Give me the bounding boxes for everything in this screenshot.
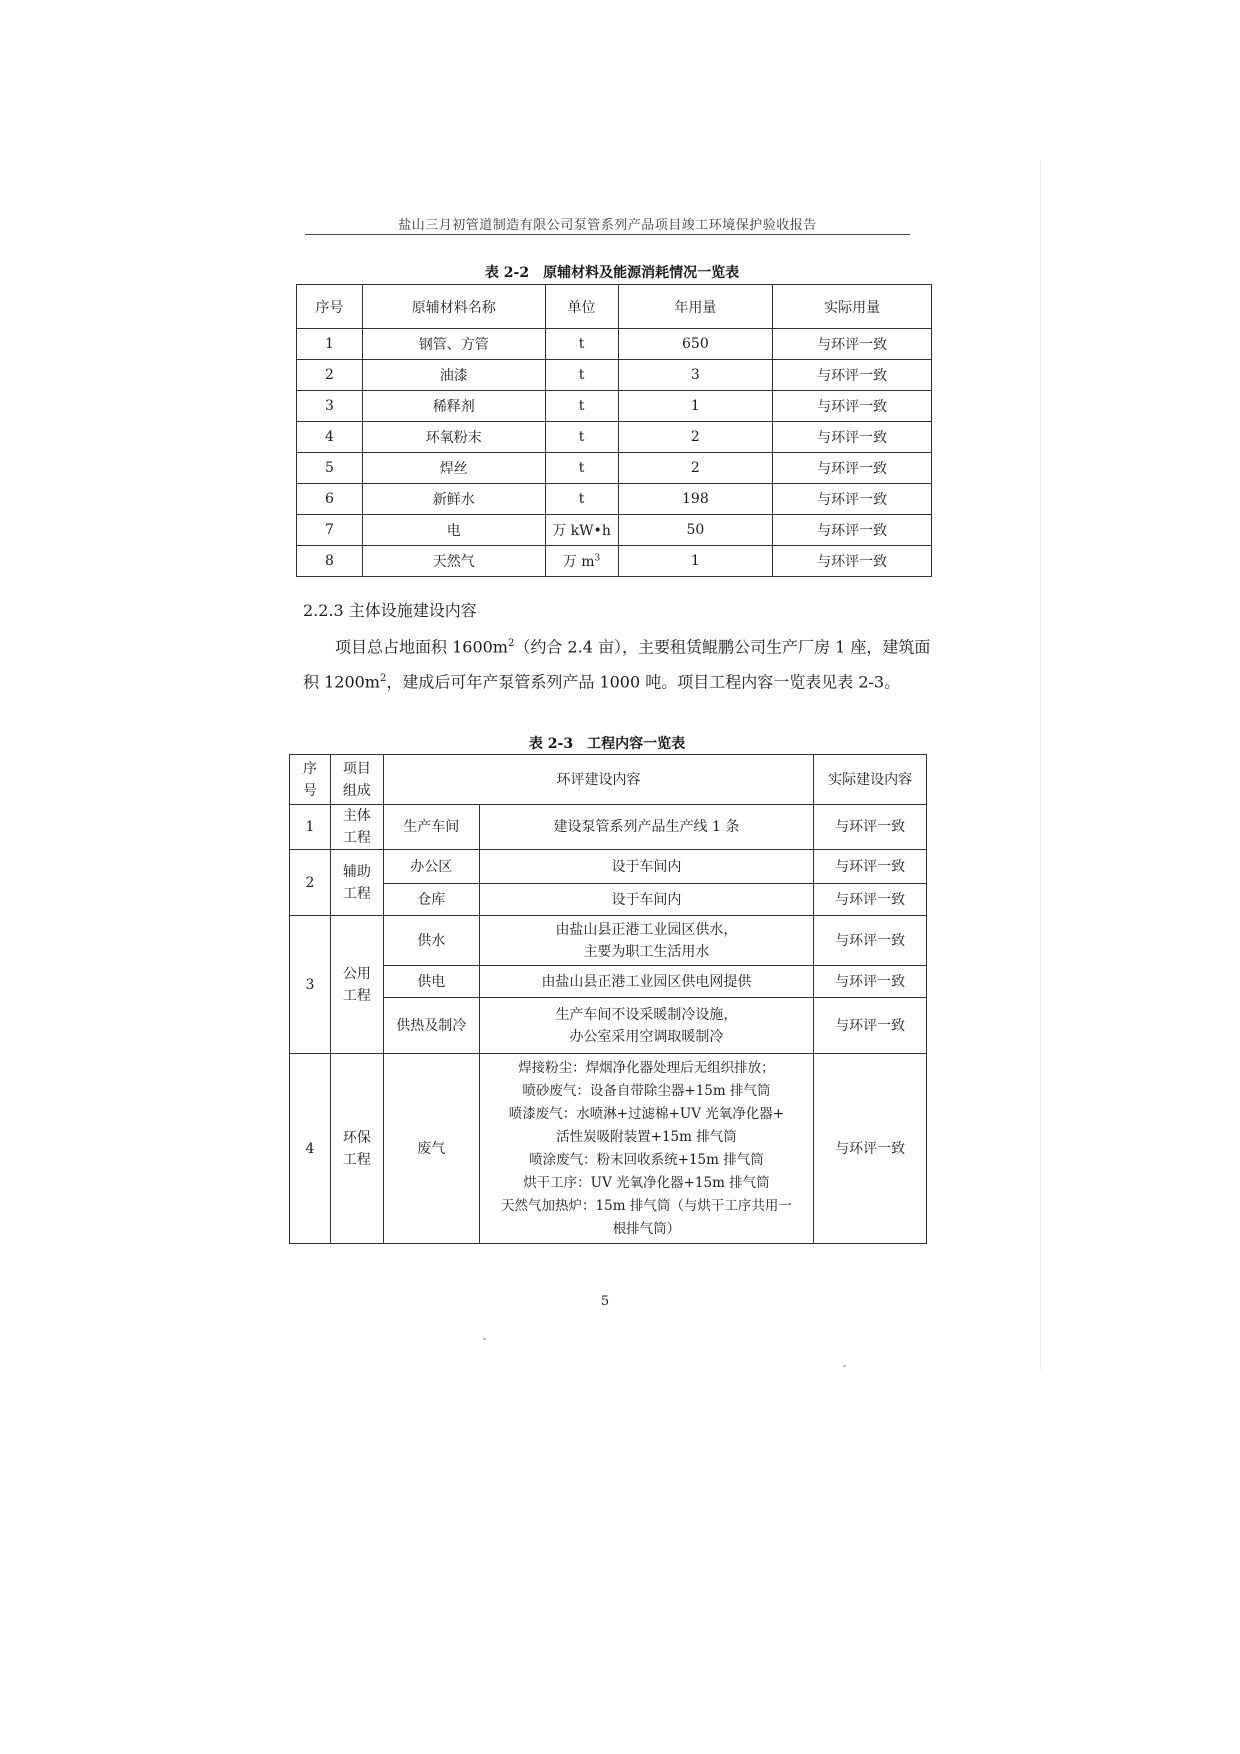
unit-superscript: 3 bbox=[594, 553, 601, 564]
cell-description bbox=[479, 916, 813, 966]
cell-text: 辅助 bbox=[342, 863, 371, 880]
table-row bbox=[290, 916, 927, 966]
cell-annual: 50 bbox=[618, 515, 773, 546]
table-row bbox=[297, 453, 932, 484]
cell-item: 供电 bbox=[383, 966, 479, 998]
cell-no: 6 bbox=[297, 484, 363, 515]
cell-material: 电 bbox=[362, 515, 545, 546]
cell-unit: 万 kW•h bbox=[545, 515, 618, 546]
header-text: 序 bbox=[302, 760, 317, 777]
table-row bbox=[290, 1054, 927, 1244]
superscript: 2 bbox=[379, 673, 387, 685]
para-text: ，建成后可年产泵管系列产品 1000 吨。项目工程内容一览表见表 2-3。 bbox=[386, 672, 901, 692]
cell-actual: 与环评一致 bbox=[814, 916, 927, 966]
cell-text: 办公室采用空调取暖制冷 bbox=[569, 1028, 724, 1045]
cell-text: 主要为职工生活用水 bbox=[583, 943, 710, 960]
cell-unit: t bbox=[545, 484, 618, 515]
para-text: （约合 2.4 亩），主要租赁鲲鹏公司生产厂房 1 座，建筑面积 1200m bbox=[303, 637, 931, 692]
scan-speck bbox=[843, 1365, 846, 1367]
table-row bbox=[297, 391, 932, 422]
cell-actual: 与环评一致 bbox=[814, 998, 927, 1054]
cell-material: 油漆 bbox=[362, 360, 545, 391]
table-row bbox=[290, 805, 927, 850]
cell-description: 设于车间内 bbox=[479, 884, 813, 916]
cell-actual: 与环评一致 bbox=[814, 850, 927, 884]
cell-no: 2 bbox=[290, 850, 331, 916]
cell-unit: t bbox=[545, 391, 618, 422]
cell-annual: 2 bbox=[618, 422, 773, 453]
table-row bbox=[290, 998, 927, 1054]
cell-actual: 与环评一致 bbox=[773, 422, 932, 453]
cell-text: 活性炭吸附装置+15m 排气筒 bbox=[556, 1128, 737, 1145]
cell-no: 5 bbox=[297, 453, 363, 484]
col-header-content: 环评建设内容 bbox=[383, 755, 813, 805]
cell-unit: t bbox=[545, 329, 618, 360]
header-text: 号 bbox=[302, 782, 317, 799]
cell-component bbox=[330, 805, 383, 850]
page-number: 5 bbox=[600, 1294, 610, 1309]
cell-actual: 与环评一致 bbox=[814, 805, 927, 850]
scan-edge bbox=[1040, 160, 1041, 1370]
cell-annual: 3 bbox=[618, 360, 773, 391]
cell-no: 2 bbox=[297, 360, 363, 391]
cell-actual: 与环评一致 bbox=[814, 1054, 927, 1244]
cell-item: 生产车间 bbox=[383, 805, 479, 850]
table-row bbox=[290, 884, 927, 916]
header-text: 组成 bbox=[342, 782, 371, 799]
table-row bbox=[290, 966, 927, 998]
table-row bbox=[297, 422, 932, 453]
table-row bbox=[297, 329, 932, 360]
header-text: 项目 bbox=[342, 760, 371, 777]
cell-text: 喷涂废气：粉末回收系统+15m 排气筒 bbox=[529, 1151, 764, 1168]
cell-annual: 198 bbox=[618, 484, 773, 515]
cell-actual: 与环评一致 bbox=[773, 515, 932, 546]
cell-annual: 650 bbox=[618, 329, 773, 360]
cell-material: 焊丝 bbox=[362, 453, 545, 484]
cell-component bbox=[330, 916, 383, 1054]
cell-text: 由盐山县正港工业园区供水， bbox=[555, 921, 738, 938]
table-header-row bbox=[297, 285, 932, 329]
cell-unit: t bbox=[545, 360, 618, 391]
cell-description bbox=[479, 1054, 813, 1244]
col-header-annual: 年用量 bbox=[618, 285, 773, 329]
cell-actual: 与环评一致 bbox=[773, 329, 932, 360]
cell-no: 4 bbox=[297, 422, 363, 453]
cell-text: 公用 bbox=[342, 965, 371, 982]
cell-item: 废气 bbox=[383, 1054, 479, 1244]
cell-text: 焊接粉尘：焊烟净化器处理后无组织排放； bbox=[518, 1059, 775, 1076]
cell-text: 工程 bbox=[342, 830, 371, 846]
header-rule bbox=[305, 234, 910, 235]
cell-no: 1 bbox=[297, 329, 363, 360]
cell-no: 7 bbox=[297, 515, 363, 546]
cell-material: 钢管、方管 bbox=[362, 329, 545, 360]
cell-material: 环氧粉末 bbox=[362, 422, 545, 453]
table-row bbox=[297, 360, 932, 391]
cell-component bbox=[330, 850, 383, 916]
cell-text: 环保 bbox=[342, 1129, 371, 1146]
cell-text: 生产车间不设采暖制冷设施， bbox=[555, 1006, 738, 1023]
cell-material: 天然气 bbox=[362, 546, 545, 577]
cell-description: 建设泵管系列产品生产线 1 条 bbox=[479, 805, 813, 850]
col-header-material: 原辅材料名称 bbox=[362, 285, 545, 329]
cell-text: 主体 bbox=[342, 808, 371, 824]
table-2-3-caption: 表 2-3 工程内容一览表 bbox=[528, 736, 686, 752]
cell-text: 天然气加热炉：15m 排气筒（与烘干工序共用一 bbox=[501, 1197, 792, 1214]
cell-no: 1 bbox=[290, 805, 331, 850]
cell-actual: 与环评一致 bbox=[773, 391, 932, 422]
cell-actual: 与环评一致 bbox=[814, 884, 927, 916]
col-header-actual: 实际用量 bbox=[773, 285, 932, 329]
page-header: 盐山三月初管道制造有限公司泵管系列产品项目竣工环境保护验收报告 bbox=[398, 218, 817, 233]
section-heading: 2.2.3 主体设施建设内容 bbox=[303, 601, 477, 620]
cell-no: 4 bbox=[290, 1054, 331, 1244]
cell-actual: 与环评一致 bbox=[773, 546, 932, 577]
cell-unit: t bbox=[545, 422, 618, 453]
cell-no: 3 bbox=[297, 391, 363, 422]
cell-actual: 与环评一致 bbox=[773, 360, 932, 391]
cell-material: 稀释剂 bbox=[362, 391, 545, 422]
table-row bbox=[290, 850, 927, 884]
cell-description: 由盐山县正港工业园区供电网提供 bbox=[479, 966, 813, 998]
cell-item: 供热及制冷 bbox=[383, 998, 479, 1054]
cell-text: 工程 bbox=[342, 1151, 371, 1168]
cell-item: 供水 bbox=[383, 916, 479, 966]
col-header-no bbox=[290, 755, 331, 805]
scan-speck bbox=[483, 1338, 486, 1340]
cell-component bbox=[330, 1054, 383, 1244]
table-2-2-caption: 表 2-2 原辅材料及能源消耗情况一览表 bbox=[484, 265, 740, 281]
cell-no: 3 bbox=[290, 916, 331, 1054]
cell-actual: 与环评一致 bbox=[773, 453, 932, 484]
cell-actual: 与环评一致 bbox=[814, 966, 927, 998]
cell-annual: 1 bbox=[618, 391, 773, 422]
cell-item: 办公区 bbox=[383, 850, 479, 884]
cell-actual: 与环评一致 bbox=[773, 484, 932, 515]
cell-unit: t bbox=[545, 453, 618, 484]
unit-base: 万 m bbox=[562, 554, 595, 570]
cell-unit bbox=[545, 546, 618, 577]
cell-text: 工程 bbox=[342, 885, 371, 902]
para-text: 项目总占地面积 1600m bbox=[335, 637, 508, 657]
table-row bbox=[297, 484, 932, 515]
cell-description bbox=[479, 998, 813, 1054]
body-paragraph bbox=[303, 628, 933, 699]
cell-description: 设于车间内 bbox=[479, 850, 813, 884]
table-row bbox=[297, 546, 932, 577]
table-row bbox=[297, 515, 932, 546]
table-2-3 bbox=[289, 754, 927, 1244]
cell-no: 8 bbox=[297, 546, 363, 577]
cell-text: 烘干工序：UV 光氧净化器+15m 排气筒 bbox=[523, 1174, 770, 1191]
table-header-row bbox=[290, 755, 927, 805]
cell-annual: 2 bbox=[618, 453, 773, 484]
cell-material: 新鲜水 bbox=[362, 484, 545, 515]
table-2-2 bbox=[296, 284, 932, 577]
cell-item: 仓库 bbox=[383, 884, 479, 916]
superscript: 2 bbox=[507, 638, 515, 649]
col-header-unit: 单位 bbox=[545, 285, 618, 329]
col-header-actual: 实际建设内容 bbox=[814, 755, 927, 805]
col-header-component bbox=[330, 755, 383, 805]
cell-text: 喷砂废气：设备自带除尘器+15m 排气筒 bbox=[522, 1082, 771, 1099]
cell-text: 工程 bbox=[342, 987, 371, 1004]
cell-annual: 1 bbox=[618, 546, 773, 577]
col-header-no: 序号 bbox=[297, 285, 363, 329]
cell-text: 喷漆废气：水喷淋+过滤棉+UV 光氧净化器+ bbox=[508, 1105, 785, 1122]
cell-text: 根排气筒） bbox=[612, 1220, 681, 1237]
